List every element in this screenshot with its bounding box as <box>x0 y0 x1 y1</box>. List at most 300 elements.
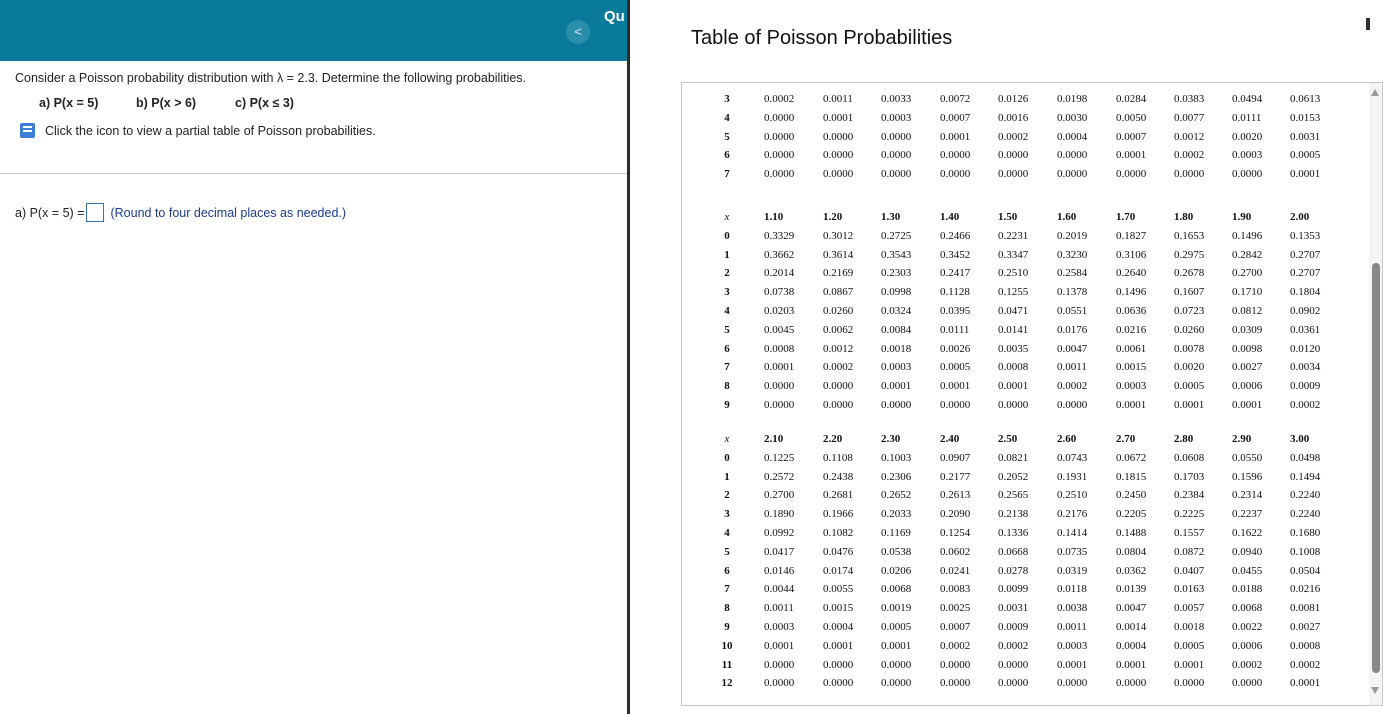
lambda-header: 1.20 <box>823 211 843 223</box>
probability-cell: 0.1336 <box>998 527 1029 539</box>
probability-cell: 0.0940 <box>1232 545 1263 558</box>
probability-cell: 0.0000 <box>940 399 971 411</box>
probability-cell: 0.2306 <box>881 470 912 483</box>
probability-cell: 0.0206 <box>881 564 912 577</box>
probability-cell: 0.0031 <box>998 602 1029 615</box>
probability-cell: 0.0011 <box>1057 621 1087 633</box>
probability-cell: 0.3230 <box>1057 248 1088 261</box>
probability-cell: 0.0006 <box>1232 380 1263 393</box>
probability-cell: 0.0000 <box>823 677 854 690</box>
probability-cell: 0.0005 <box>1290 149 1321 162</box>
probability-cell: 0.0001 <box>1174 658 1205 671</box>
x-value: 3 <box>724 93 730 105</box>
probability-cell: 0.0395 <box>940 305 971 317</box>
probability-cell: 0.0015 <box>823 602 854 615</box>
probability-cell: 0.0034 <box>1290 361 1321 374</box>
probability-cell: 0.2565 <box>998 489 1029 502</box>
probability-cell: 0.1353 <box>1290 229 1321 242</box>
x-value: 9 <box>724 621 730 633</box>
probability-cell: 0.0002 <box>998 130 1029 143</box>
probability-cell: 0.0020 <box>1232 130 1263 143</box>
probability-cell: 0.2240 <box>1290 508 1321 521</box>
probability-cell: 0.0000 <box>764 380 795 393</box>
probability-cell: 0.0324 <box>881 305 912 317</box>
scroll-thumb[interactable] <box>1372 263 1380 673</box>
probability-cell: 0.0216 <box>1116 323 1147 336</box>
probability-cell: 0.0417 <box>764 545 795 558</box>
x-value: 12 <box>721 677 733 690</box>
probability-cell: 0.0012 <box>823 342 854 355</box>
answer-row <box>15 203 346 222</box>
probability-cell: 0.2138 <box>998 508 1029 521</box>
x-value: 9 <box>724 399 730 411</box>
probability-cell: 0.3662 <box>764 248 795 261</box>
lambda-header: 2.60 <box>1057 433 1077 445</box>
lambda-header: 2.50 <box>998 433 1018 445</box>
probability-cell: 0.0111 <box>1232 111 1262 124</box>
x-value: 5 <box>724 323 730 336</box>
probability-cell: 0.2678 <box>1174 267 1205 280</box>
poisson-table[interactable] <box>681 82 1383 706</box>
probability-cell: 0.0016 <box>998 111 1029 124</box>
probability-cell: 0.0000 <box>823 380 854 393</box>
probability-cell: 0.0035 <box>998 342 1029 355</box>
probability-cell: 0.0008 <box>764 342 795 355</box>
probability-cell: 0.2652 <box>881 489 912 502</box>
probability-cell: 0.2225 <box>1174 508 1205 521</box>
probability-cell: 0.2613 <box>940 489 971 502</box>
probability-cell: 0.0062 <box>823 323 854 336</box>
probability-cell: 0.0000 <box>823 149 854 162</box>
probability-cell: 0.0004 <box>823 621 854 633</box>
probability-cell: 0.0174 <box>823 564 854 577</box>
top-bar <box>0 0 628 61</box>
probability-cell: 0.0000 <box>881 168 912 181</box>
scroll-up-icon[interactable] <box>1371 89 1379 96</box>
probability-cell: 0.1815 <box>1116 470 1147 483</box>
lambda-header: 2.00 <box>1290 211 1310 223</box>
probability-cell: 0.0000 <box>823 130 854 143</box>
lambda-header: 2.70 <box>1116 433 1136 445</box>
probability-cell: 0.0000 <box>940 658 971 671</box>
lambda-header: 1.60 <box>1057 211 1077 223</box>
probability-cell: 0.2052 <box>998 470 1029 483</box>
probability-cell: 0.0001 <box>1116 149 1147 162</box>
probability-cell: 0.0383 <box>1174 93 1205 105</box>
probability-cell: 0.0077 <box>1174 111 1205 124</box>
probability-cell: 0.0007 <box>1116 130 1147 143</box>
probability-cell: 0.0000 <box>823 658 854 671</box>
probability-cell: 0.2384 <box>1174 489 1205 502</box>
probability-cell: 0.0000 <box>998 399 1029 411</box>
probability-cell: 0.1488 <box>1116 527 1147 539</box>
probability-cell: 0.2303 <box>881 267 912 280</box>
probability-cell: 0.0812 <box>1232 305 1263 317</box>
probability-cell: 0.0672 <box>1116 451 1147 464</box>
probability-cell: 0.0001 <box>764 361 795 374</box>
probability-cell: 0.0000 <box>940 149 971 162</box>
lambda-header: 2.80 <box>1174 433 1194 445</box>
probability-cell: 0.2707 <box>1290 267 1321 280</box>
probability-cell: 0.1128 <box>940 286 970 299</box>
probability-cell: 0.0000 <box>1057 677 1088 690</box>
probability-cell: 0.0050 <box>1116 111 1147 124</box>
part-a: a) P(x = 5) <box>39 96 99 110</box>
x-value: 2 <box>724 489 730 502</box>
x-header: x <box>724 433 730 445</box>
probability-cell: 0.0099 <box>998 583 1029 596</box>
probability-cell: 0.1622 <box>1232 527 1263 539</box>
probability-cell: 0.0044 <box>764 583 795 596</box>
probability-cell: 0.1804 <box>1290 286 1321 299</box>
probability-cell: 0.0002 <box>998 639 1029 652</box>
probability-cell: 0.0141 <box>998 323 1029 336</box>
probability-cell: 0.0005 <box>940 361 971 374</box>
probability-cell: 0.0216 <box>1290 583 1321 596</box>
probability-cell: 0.0000 <box>764 130 795 143</box>
probability-cell: 0.2707 <box>1290 248 1321 261</box>
probability-cell: 0.0004 <box>1116 639 1147 652</box>
probability-cell: 0.0000 <box>1057 399 1088 411</box>
probability-cell: 0.0000 <box>998 658 1029 671</box>
lambda-header: 1.90 <box>1232 211 1252 223</box>
probability-cell: 0.1710 <box>1232 286 1263 299</box>
probability-cell: 0.0000 <box>1174 677 1205 690</box>
probability-cell: 0.0004 <box>1057 130 1088 143</box>
probability-cell: 0.0000 <box>823 399 854 411</box>
probability-cell: 0.3543 <box>881 248 912 261</box>
probability-cell: 0.3347 <box>998 248 1029 261</box>
x-value: 6 <box>724 564 730 577</box>
question-tab[interactable]: Qu <box>604 8 625 25</box>
probability-cell: 0.2090 <box>940 508 971 521</box>
probability-cell: 0.0001 <box>823 111 854 124</box>
probability-cell: 0.2417 <box>940 267 971 280</box>
probability-cell: 0.0003 <box>881 111 912 124</box>
probability-cell: 0.1931 <box>1057 470 1088 483</box>
probability-cell: 0.0026 <box>940 342 971 355</box>
probability-cell: 0.0001 <box>1290 168 1321 181</box>
probability-cell: 0.0738 <box>764 286 795 299</box>
probability-cell: 0.0163 <box>1174 583 1205 596</box>
answer-note: (Round to four decimal places as needed.) <box>110 205 347 220</box>
x-value: 6 <box>724 342 730 355</box>
lambda-header: 1.70 <box>1116 211 1136 223</box>
probability-cell: 0.0146 <box>764 564 795 577</box>
probability-cell: 0.0002 <box>1232 658 1263 671</box>
probability-cell: 0.0636 <box>1116 305 1147 317</box>
back-button[interactable]: < <box>566 20 590 44</box>
probability-cell: 0.2176 <box>1057 508 1088 521</box>
probability-cell: 0.2572 <box>764 470 795 483</box>
probability-cell: 0.0309 <box>1232 323 1263 336</box>
x-value: 2 <box>724 267 730 280</box>
probability-cell: 0.0084 <box>881 323 912 336</box>
probability-cell: 0.0284 <box>1116 93 1147 105</box>
probability-cell: 0.0000 <box>881 149 912 162</box>
probability-cell: 0.0613 <box>1290 93 1321 105</box>
probability-cell: 0.0139 <box>1116 583 1147 596</box>
probability-cell: 0.2231 <box>998 229 1029 242</box>
probability-cell: 0.1008 <box>1290 545 1321 558</box>
probability-cell: 0.0126 <box>998 93 1029 105</box>
probability-cell: 0.0001 <box>1116 399 1147 411</box>
probability-cell: 0.0031 <box>1290 130 1321 143</box>
probability-cell: 0.1827 <box>1116 229 1147 242</box>
probability-cell: 0.3614 <box>823 248 854 261</box>
probability-cell: 0.0550 <box>1232 451 1263 464</box>
probability-cell: 0.0047 <box>1057 342 1088 355</box>
lambda-header: 1.10 <box>764 211 784 223</box>
probability-cell: 0.0003 <box>1232 149 1263 162</box>
probability-cell: 0.0022 <box>1232 621 1263 633</box>
probability-cell: 0.0001 <box>940 130 971 143</box>
probability-cell: 0.0000 <box>764 677 795 690</box>
probability-cell: 0.0005 <box>881 621 912 633</box>
x-value: 5 <box>724 130 730 143</box>
probability-cell: 0.0723 <box>1174 305 1205 317</box>
probability-cell: 0.0000 <box>1116 677 1147 690</box>
probability-cell: 0.0011 <box>1057 361 1087 374</box>
table-hint[interactable] <box>19 122 376 139</box>
probability-cell: 0.1494 <box>1290 470 1321 483</box>
probability-cell: 0.2237 <box>1232 508 1263 521</box>
probability-cell: 0.0743 <box>1057 451 1088 464</box>
probability-cell: 0.0081 <box>1290 602 1321 615</box>
probability-cell: 0.0002 <box>1290 658 1321 671</box>
probability-cell: 0.0188 <box>1232 583 1263 596</box>
probability-cell: 0.0018 <box>881 342 912 355</box>
probability-cell: 0.0002 <box>1057 380 1088 393</box>
book-icon[interactable] <box>19 122 36 139</box>
probability-cell: 0.0992 <box>764 527 795 539</box>
probability-cell: 0.0001 <box>1290 677 1321 690</box>
lambda-header: 1.30 <box>881 211 901 223</box>
probability-cell: 0.0055 <box>823 583 854 596</box>
probability-cell: 0.0000 <box>881 399 912 411</box>
probability-cell: 0.0001 <box>1116 658 1147 671</box>
probability-cell: 0.0476 <box>823 545 854 558</box>
probability-cell: 0.0000 <box>940 168 971 181</box>
probability-cell: 0.1255 <box>998 286 1029 299</box>
probability-cell: 0.0008 <box>998 361 1029 374</box>
probability-cell: 0.0902 <box>1290 305 1321 317</box>
probability-cell: 0.3106 <box>1116 248 1147 261</box>
scrollbar[interactable] <box>1369 83 1382 705</box>
probability-cell: 0.0907 <box>940 451 971 464</box>
probability-cell: 0.3452 <box>940 248 971 261</box>
probability-cell: 0.0000 <box>823 168 854 181</box>
probability-cell: 0.2975 <box>1174 248 1205 261</box>
x-value: 8 <box>724 380 730 393</box>
probability-cell: 0.2510 <box>1057 489 1088 502</box>
probability-cell: 0.1557 <box>1174 527 1205 539</box>
lambda-header: 2.10 <box>764 433 784 445</box>
probability-cell: 0.0000 <box>881 130 912 143</box>
answer-label: a) P(x = 5) = <box>15 205 85 220</box>
probability-cell: 0.0057 <box>1174 602 1205 615</box>
probability-cell: 0.0015 <box>1116 361 1147 374</box>
probability-cell: 0.2450 <box>1116 489 1147 502</box>
probability-cell: 0.0025 <box>940 602 971 615</box>
probability-cell: 0.0602 <box>940 545 971 558</box>
probability-cell: 0.0000 <box>1232 677 1263 690</box>
probability-cell: 0.0153 <box>1290 111 1321 124</box>
probability-cell: 0.2700 <box>764 489 795 502</box>
probability-cell: 0.0012 <box>1174 130 1205 143</box>
probability-cell: 0.0007 <box>940 621 971 633</box>
x-value: 3 <box>724 508 730 521</box>
probability-cell: 0.0000 <box>764 149 795 162</box>
x-value: 7 <box>724 583 730 596</box>
x-value: 5 <box>724 545 730 558</box>
lambda-header: 2.30 <box>881 433 901 445</box>
table-title: Table of Poisson Probabilities <box>691 27 953 49</box>
x-value: 11 <box>721 658 733 671</box>
lambda-header: 1.40 <box>940 211 960 223</box>
x-value: 1 <box>724 248 730 261</box>
probability-cell: 0.0027 <box>1232 361 1263 374</box>
answer-input[interactable] <box>86 203 104 222</box>
probability-cell: 0.3329 <box>764 229 795 242</box>
probability-cell: 0.0003 <box>764 621 795 633</box>
x-value: 0 <box>724 229 730 242</box>
probability-cell: 0.0001 <box>940 380 971 393</box>
x-value: 3 <box>724 286 730 299</box>
probability-cell: 0.1414 <box>1057 527 1088 539</box>
probability-cell: 0.2842 <box>1232 248 1263 261</box>
probability-cell: 0.1082 <box>823 527 854 539</box>
probability-cell: 0.1703 <box>1174 470 1205 483</box>
probability-cell: 0.0000 <box>881 677 912 690</box>
probability-cell: 0.0006 <box>1232 639 1263 652</box>
probability-cell: 0.0000 <box>998 677 1029 690</box>
probability-cell: 0.1378 <box>1057 286 1088 299</box>
lambda-header: 3.00 <box>1290 433 1310 445</box>
probability-cell: 0.0098 <box>1232 342 1263 355</box>
probability-cell: 0.0002 <box>1174 149 1205 162</box>
probability-cell: 0.2169 <box>823 267 854 280</box>
probability-cell: 0.0003 <box>881 361 912 374</box>
part-c: c) P(x ≤ 3) <box>235 96 294 110</box>
x-value: 6 <box>724 149 730 162</box>
probability-cell: 0.0000 <box>881 658 912 671</box>
probability-cell: 0.0003 <box>1057 639 1088 652</box>
probability-cell: 0.0005 <box>1174 380 1205 393</box>
scroll-down-icon[interactable] <box>1371 687 1379 694</box>
probability-cell: 0.0001 <box>881 639 912 652</box>
probability-cell: 0.1254 <box>940 527 971 539</box>
probability-cell: 0.1169 <box>881 527 911 539</box>
probability-cell: 0.0068 <box>881 583 912 596</box>
probability-cell: 0.0068 <box>1232 602 1263 615</box>
probability-cell: 0.0000 <box>1116 168 1147 181</box>
probability-cell: 0.2725 <box>881 229 912 242</box>
probability-cell: 0.0033 <box>881 93 912 105</box>
probability-cell: 0.0001 <box>1174 399 1205 411</box>
probability-cell: 0.0083 <box>940 583 971 596</box>
probability-cell: 0.0014 <box>1116 621 1147 633</box>
probability-cell: 0.0009 <box>998 621 1029 633</box>
probability-cell: 0.0000 <box>764 399 795 411</box>
probability-cell: 0.0001 <box>1057 658 1088 671</box>
probability-cell: 0.0045 <box>764 323 795 336</box>
probability-cell: 0.0007 <box>940 111 971 124</box>
probability-cell: 0.0241 <box>940 564 971 577</box>
probability-cell: 0.0002 <box>764 93 795 105</box>
probability-cell: 0.2019 <box>1057 229 1088 242</box>
probability-cell: 0.0804 <box>1116 545 1147 558</box>
probability-cell: 0.1966 <box>823 508 854 521</box>
probability-cell: 0.0000 <box>998 168 1029 181</box>
minimize-icon[interactable] <box>1366 18 1370 30</box>
probability-cell: 0.0001 <box>881 380 912 393</box>
x-value: 0 <box>724 451 730 464</box>
probability-cell: 0.0027 <box>1290 621 1321 633</box>
probability-cell: 0.0000 <box>1232 168 1263 181</box>
probability-cell: 0.0000 <box>998 149 1029 162</box>
x-value: 4 <box>724 527 730 539</box>
probability-cell: 0.1607 <box>1174 286 1205 299</box>
probability-cell: 0.0000 <box>1057 149 1088 162</box>
probability-cell: 0.0002 <box>823 361 854 374</box>
probability-cell: 0.0872 <box>1174 545 1205 558</box>
probability-cell: 0.2584 <box>1057 267 1088 280</box>
probability-cell: 0.0001 <box>1232 399 1263 411</box>
probability-cell: 0.0002 <box>940 639 971 652</box>
part-b: b) P(x > 6) <box>136 96 197 110</box>
probability-cell: 0.0019 <box>881 602 912 615</box>
question-text: Consider a Poisson probability distribution with λ = 2.3. Determine the following probabilities. <box>15 71 527 85</box>
x-value: 8 <box>724 602 730 615</box>
probability-cell: 0.0198 <box>1057 93 1088 105</box>
probability-cell: 0.1890 <box>764 508 795 521</box>
probability-cell: 0.0003 <box>1116 380 1147 393</box>
probability-cell: 0.0608 <box>1174 451 1205 464</box>
probability-cell: 0.0008 <box>1290 639 1321 652</box>
probability-cell: 0.1653 <box>1174 229 1205 242</box>
probability-cell: 0.0030 <box>1057 111 1088 124</box>
lambda-header: 1.50 <box>998 211 1018 223</box>
probability-cell: 0.0821 <box>998 451 1029 464</box>
probability-cell: 0.0078 <box>1174 342 1205 355</box>
probability-cell: 0.0260 <box>1174 323 1205 336</box>
probability-cell: 0.0011 <box>823 93 853 105</box>
probability-cell: 0.3012 <box>823 229 854 242</box>
probability-cell: 0.0407 <box>1174 564 1205 577</box>
poisson-table-window <box>630 0 1383 714</box>
x-value: 10 <box>721 639 733 652</box>
probability-cell: 0.2014 <box>764 267 795 280</box>
lambda-header: 2.40 <box>940 433 960 445</box>
probability-cell: 0.0260 <box>823 305 854 317</box>
probability-cell: 0.1496 <box>1116 286 1147 299</box>
divider <box>0 173 628 174</box>
probability-cell: 0.2681 <box>823 489 854 502</box>
x-value: 7 <box>724 168 730 181</box>
probability-cell: 0.1680 <box>1290 527 1321 539</box>
probability-cell: 0.1225 <box>764 451 795 464</box>
x-value: 1 <box>724 470 730 483</box>
probability-cell: 0.0000 <box>764 168 795 181</box>
probability-cell: 0.0867 <box>823 286 854 299</box>
probability-cell: 0.0471 <box>998 305 1029 317</box>
probability-cell: 0.2314 <box>1232 489 1263 502</box>
probability-cell: 0.0111 <box>940 323 970 336</box>
hint-text: Click the icon to view a partial table of Poisson probabilities. <box>45 123 376 138</box>
probability-cell: 0.0000 <box>1057 168 1088 181</box>
probability-cell: 0.0000 <box>764 658 795 671</box>
